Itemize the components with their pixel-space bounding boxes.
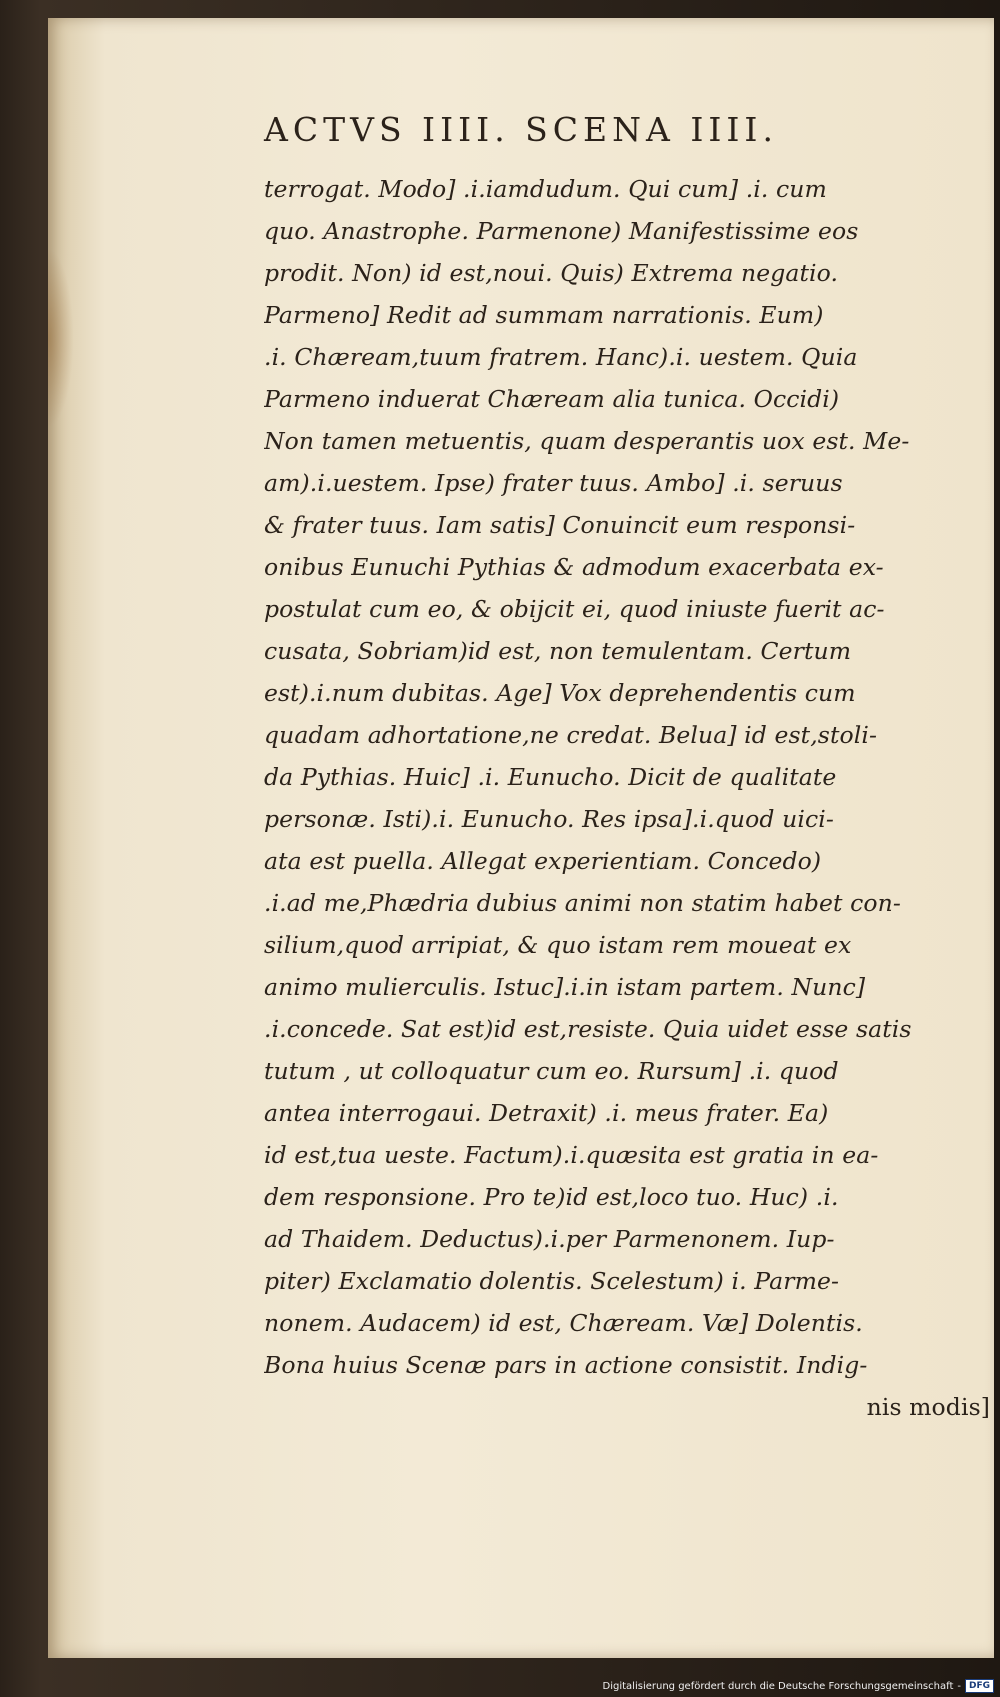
catchword: nis modis] <box>866 1393 990 1421</box>
page-text <box>264 168 994 1428</box>
text-line: .i.ad me,Phædria dubius animi non statim habet con- <box>264 889 901 917</box>
text-line: nonem. Audacem) id est, Chæream. Væ] Dolentis. <box>264 1309 863 1337</box>
dfg-logo: DFG <box>965 1679 994 1693</box>
text-line: terrogat. Modo] .i.iamdudum. Qui cum] .i. cum <box>264 175 827 203</box>
text-line: quo. Anastrophe. Parmenone) Manifestissime eos <box>264 217 859 245</box>
text-line: dem responsione. Pro te)id est,loco tuo. Huc) .i. <box>264 1183 839 1211</box>
text-line: .i. Chæream,tuum fratrem. Hanc).i. uestem. Quia <box>264 343 858 371</box>
text-line: da Pythias. Huic] .i. Eunucho. Dicit de qualitate <box>264 763 837 791</box>
text-line: Non tamen metuentis, quam desperantis uox est. Me- <box>264 427 910 455</box>
text-line: postulat cum eo, & obijcit ei, quod iniuste fuerit ac- <box>264 595 885 623</box>
text-line: tutum , ut colloquatur cum eo. Rursum] .i. quod <box>264 1057 839 1085</box>
book-page <box>48 18 994 1658</box>
text-line: Parmeno] Redit ad summam narrationis. Eum) <box>264 301 824 329</box>
text-line: cusata, Sobriam)id est, non temulentam. Certum <box>264 637 852 665</box>
text-line: Parmeno induerat Chæream alia tunica. Occidi) <box>264 385 840 413</box>
text-line: silium,quod arripiat, & quo istam rem moueat ex <box>264 931 852 959</box>
text-line: Bona huius Scenæ pars in actione consistit. Indig- <box>264 1351 868 1379</box>
text-line: am).i.uestem. Ipse) frater tuus. Ambo] .i. seruus <box>264 469 843 497</box>
text-line: est).i.num dubitas. Age] Vox deprehendentis cum <box>264 679 856 707</box>
text-line: ad Thaidem. Deductus).i.per Parmenonem. Iup- <box>264 1225 835 1253</box>
text-line: personæ. Isti).i. Eunucho. Res ipsa].i.quod uici- <box>264 805 834 833</box>
text-line: & frater tuus. Iam satis] Conuincit eum responsi- <box>264 511 856 539</box>
paper-stain <box>48 248 74 428</box>
text-line: onibus Eunuchi Pythias & admodum exacerbata ex- <box>264 553 884 581</box>
text-line: piter) Exclamatio dolentis. Scelestum) i. Parme- <box>264 1267 839 1295</box>
running-head: ACTVS IIII. SCENA IIII. <box>264 110 778 149</box>
footer-credit: Digitalisierung gefördert durch die Deutsche Forschungsgemeinschaft - DFG <box>603 1679 994 1693</box>
text-line: ata est puella. Allegat experientiam. Concedo) <box>264 847 822 875</box>
text-line: .i.concede. Sat est)id est,resiste. Quia uidet esse satis <box>264 1015 912 1043</box>
text-line: antea interrogaui. Detraxit) .i. meus frater. Ea) <box>264 1099 829 1127</box>
text-line: id est,tua ueste. Factum).i.quæsita est gratia in ea- <box>264 1141 879 1169</box>
text-line: quadam adhortatione,ne credat. Belua] id est,stoli- <box>264 721 878 749</box>
text-line: animo mulierculis. Istuc].i.in istam partem. Nunc] <box>264 973 866 1001</box>
text-line: prodit. Non) id est,noui. Quis) Extrema negatio. <box>264 259 839 287</box>
credit-text: Digitalisierung gefördert durch die Deutsche Forschungsgemeinschaft <box>602 1680 954 1692</box>
